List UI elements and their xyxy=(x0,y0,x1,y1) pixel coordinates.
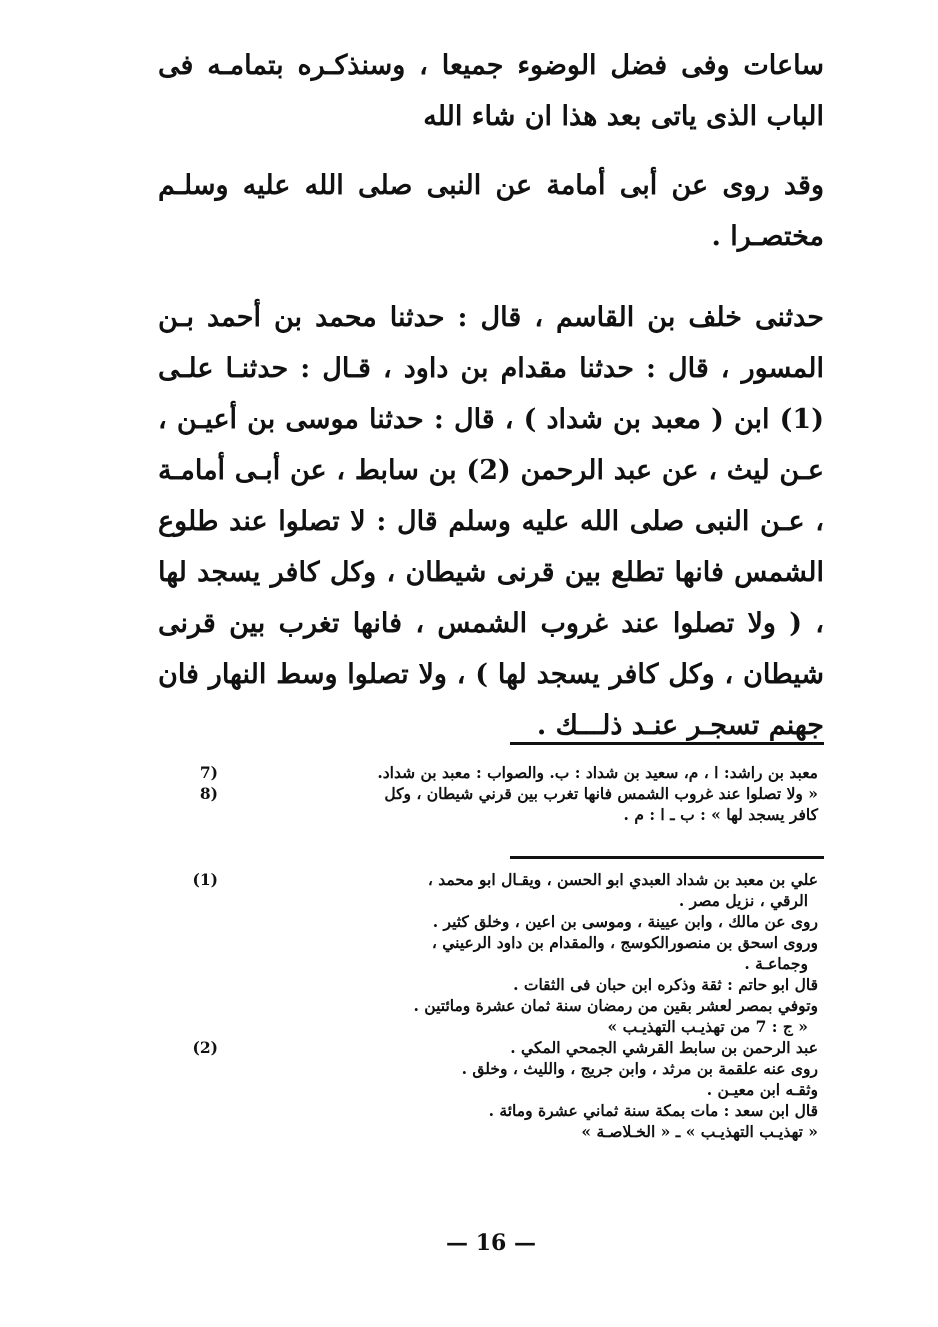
footnote-1 xyxy=(158,869,824,1037)
footnote-number: (2) xyxy=(192,1038,218,1057)
footnote-line: قال ابن سعد : مات بمكة سنة ثماني عشرة ومائة . xyxy=(488,1101,818,1120)
footnote-line: وتوفي بمصر لعشر بقين من رمضان سنة ثمان عشرة ومائتين . xyxy=(413,996,818,1015)
footnote-line: روى عن مالك ، وابن عيينة ، وموسى بن اعين ، وخلق كثير . xyxy=(432,912,818,931)
apparatus-divider xyxy=(510,742,824,745)
apparatus-line: معبد بن راشد: ا ، م، سعيد بن شداد : ب. والصواب : معبد بن شداد. xyxy=(377,763,818,782)
main-text xyxy=(158,40,824,751)
footnote-line: « تهذيـب التهذيـب » ـ « الخـلاصـة » xyxy=(581,1122,818,1141)
book-page xyxy=(158,40,824,1320)
critical-apparatus xyxy=(158,762,824,825)
page-number: — 16 — xyxy=(446,1230,536,1256)
footnote-line: الرقي ، نزيل مصر . xyxy=(678,891,808,910)
footnote-line: وثقـه ابن معيـن . xyxy=(706,1080,818,1099)
apparatus-note-7 xyxy=(158,762,824,783)
apparatus-note-8 xyxy=(158,783,824,825)
footnote-divider xyxy=(510,856,824,859)
footnote-line: وروى اسحق بن منصورالكوسج ، والمقدام بن داود الرعيني ، xyxy=(431,933,818,952)
apparatus-line: « ولا تصلوا عند غروب الشمس فانها تغرب بين قرني شيطان ، وكل xyxy=(384,784,818,803)
footnote-line: روى عنه علقمة بن مرثد ، وابن جريج ، والليث ، وخلق . xyxy=(461,1059,818,1078)
paragraph-2: وقد روى عن أبى أمامة عن النبى صلى الله عليه وسلـم مختصـرا . xyxy=(158,170,824,252)
apparatus-number: 8) xyxy=(199,784,218,803)
footnote-line: « ج : 7 من تهذيـب التهذيـب » xyxy=(607,1017,808,1036)
footnote-line: علي بن معبد بن شداد العبدي ابو الحسن ، ويقـال ابو محمد ، xyxy=(427,870,818,889)
footnote-line: عبد الرحمن بن سابط القرشي الجمحي المكي . xyxy=(510,1038,818,1057)
paragraph-3: حدثنى خلف بن القاسم ، قال : حدثنا محمد بن أحمد بـن المسور ، قال : حدثنا مقدام بن داود ، قـال : حدثنـا علـى (1) ابن ( معبد بن شداد ) ، قال : حدثنا موسى بن أعيـن ، عـن ليث ، عن عبد الرحمن (2) بن سابط ، عن أبـى أمامـة ، عـن النبى صلى الله عليه وسلم قال : لا تصلوا عند طلوع الشمس فانها تطلع بين قرنى شيطان ، وكل كافر يسجد لها ، ( ولا تصلوا عند غروب الشمس ، فانها تغرب بين قرنى شيطان ، وكل كافر يسجد لها ) ، ولا تصلوا وسط النهار فان جهنم تسجـر عنـد ذلـــك . xyxy=(158,302,824,741)
paragraph-1: ساعات وفى فضل الوضوء جميعا ، وسنذكـره بتمامـه فى الباب الذى ياتى بعد هذا ان شاء الله xyxy=(158,50,824,132)
footnote-2 xyxy=(158,1037,824,1142)
footnote-number: (1) xyxy=(192,870,218,889)
footnotes xyxy=(158,869,824,1142)
footnote-line: قال ابو حاتم : ثقة وذكره ابن حبان فى الثقات . xyxy=(513,975,818,994)
apparatus-number: 7) xyxy=(199,763,218,782)
apparatus-line: كافر يسجد لها » : ب ـ ا : م . xyxy=(623,805,818,824)
footnote-line: وجماعـة . xyxy=(744,954,808,973)
